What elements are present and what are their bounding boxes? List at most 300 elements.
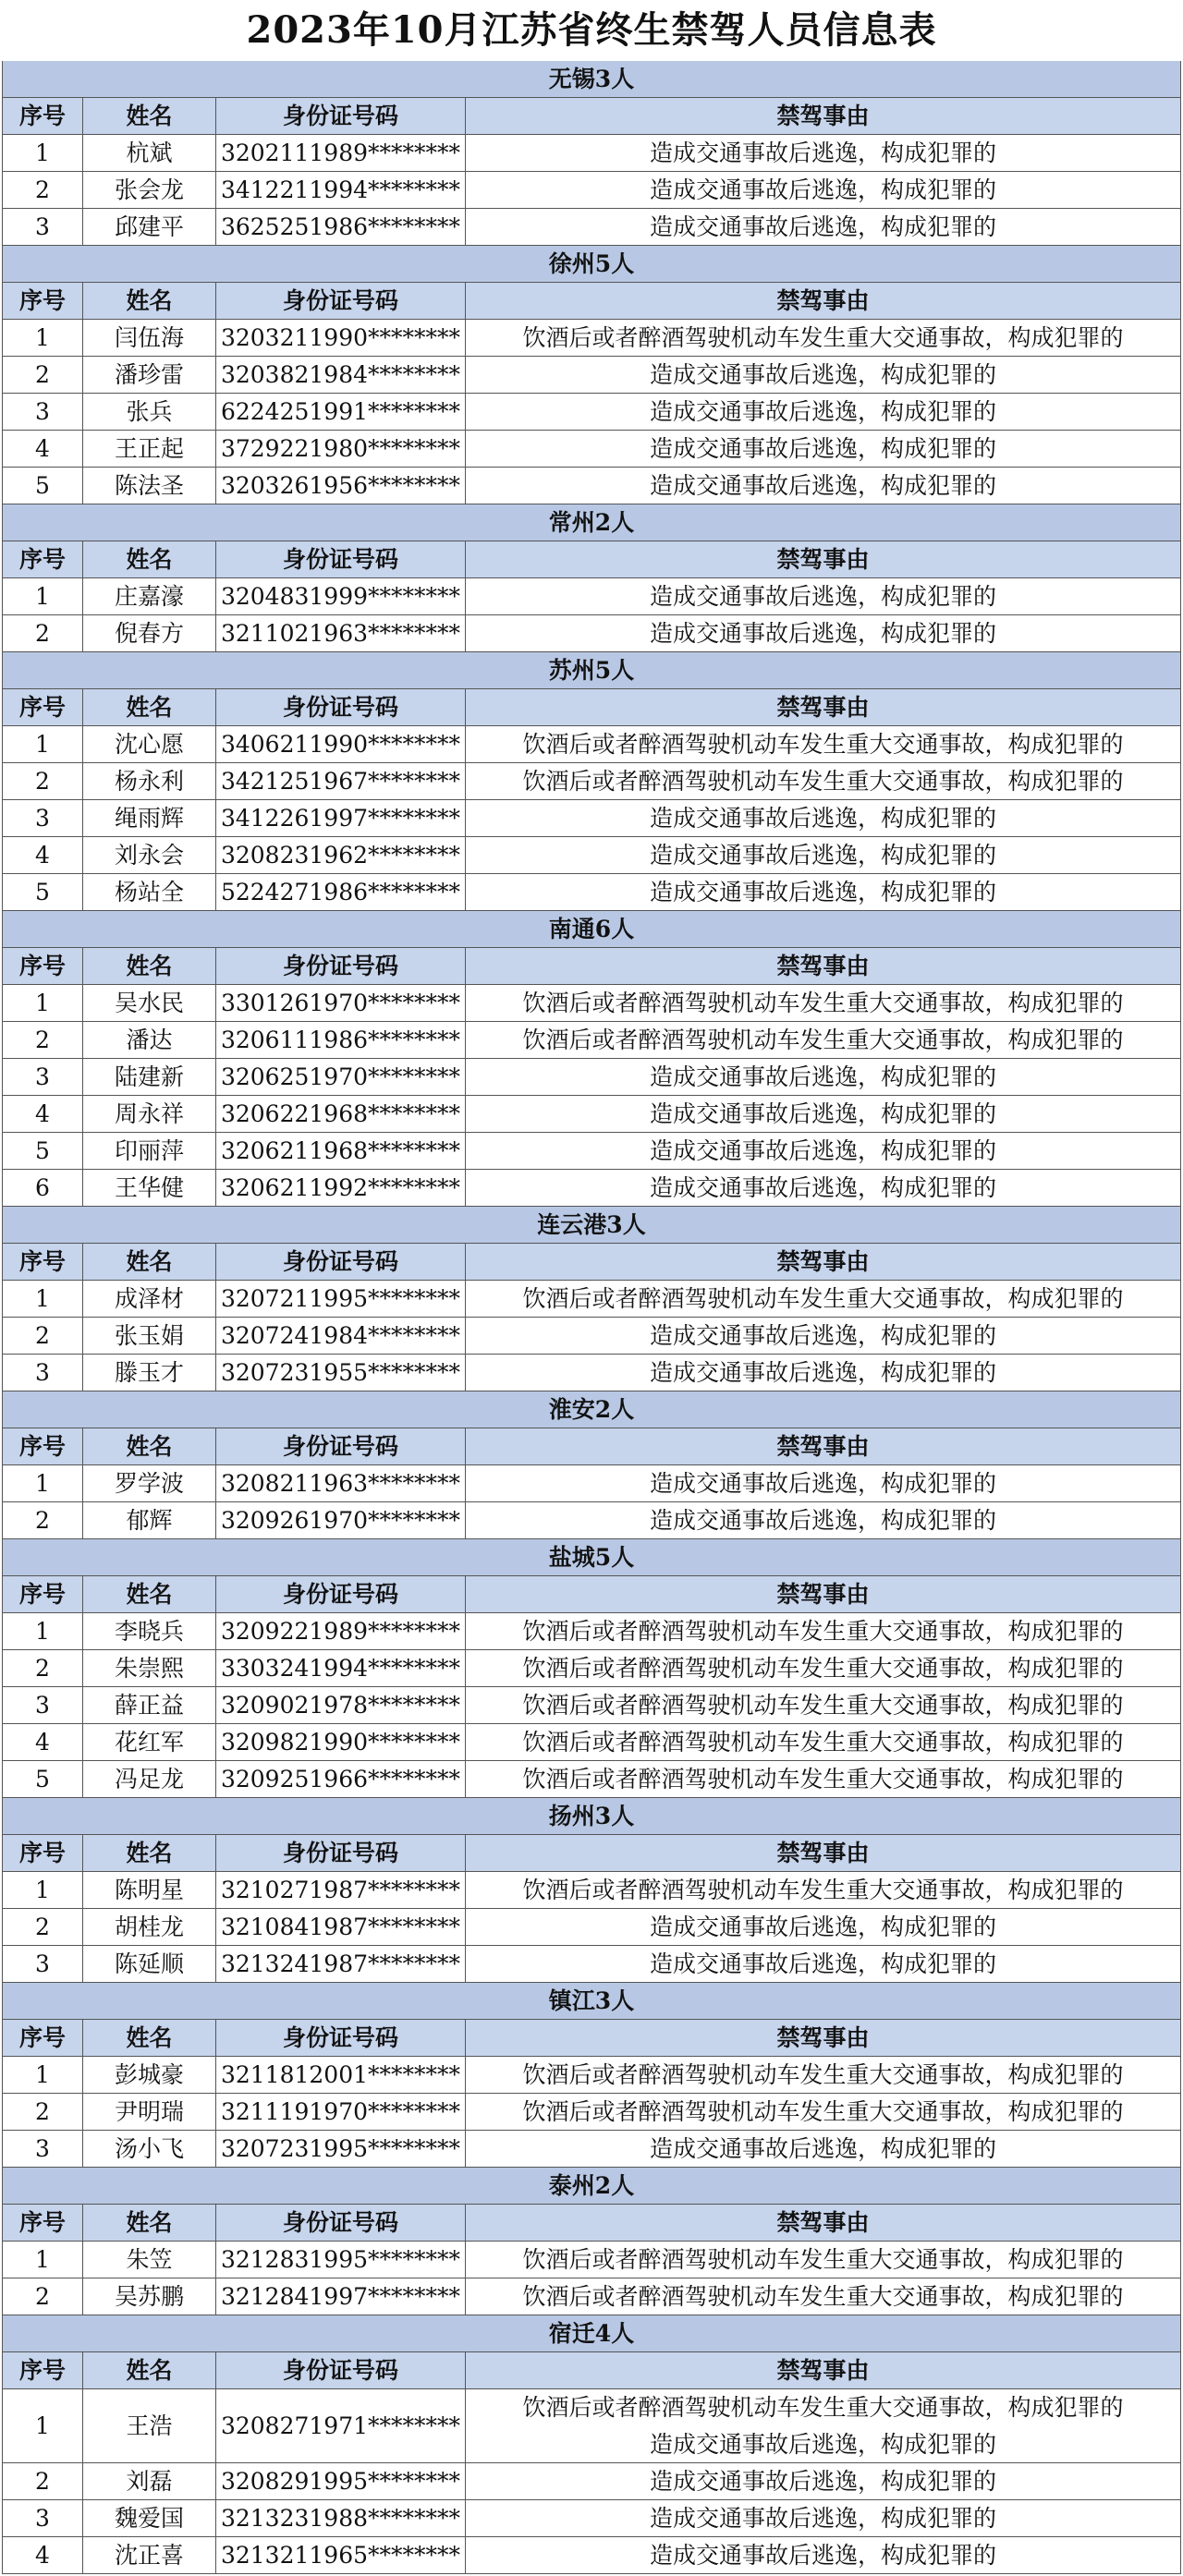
ban-reason xyxy=(466,1281,1181,1317)
person-name: 印丽萍 xyxy=(83,1133,216,1169)
column-header: 禁驾事由 xyxy=(466,541,1181,577)
ban-reason-line: 造成交通事故后逃逸，构成犯罪的 xyxy=(649,619,996,647)
ban-reason xyxy=(466,800,1181,836)
ban-reason-line: 饮酒后或者醉酒驾驶机动车发生重大交通事故，构成犯罪的 xyxy=(522,2060,1124,2088)
table-row xyxy=(2,726,1181,763)
row-number: 3 xyxy=(2,2500,83,2536)
column-header: 身份证号码 xyxy=(216,2020,466,2056)
person-name: 刘永会 xyxy=(83,837,216,873)
table-header-row xyxy=(2,2020,1181,2057)
ban-reason xyxy=(466,1687,1181,1723)
id-number: 3212831995******** xyxy=(216,2242,466,2278)
region-row xyxy=(2,504,1181,541)
person-name: 李晓兵 xyxy=(83,1613,216,1649)
person-name: 张兵 xyxy=(83,394,216,430)
person-name: 朱崇熙 xyxy=(83,1650,216,1686)
ban-reason xyxy=(466,1872,1181,1908)
column-header: 禁驾事由 xyxy=(466,283,1181,319)
id-number: 3208291995******** xyxy=(216,2463,466,2499)
id-number: 3206211992******** xyxy=(216,1170,466,1206)
table-row xyxy=(2,1133,1181,1170)
ban-reason-line: 造成交通事故后逃逸，构成犯罪的 xyxy=(649,360,996,388)
column-header: 姓名 xyxy=(83,2205,216,2241)
row-number: 1 xyxy=(2,320,83,356)
ban-reason xyxy=(466,726,1181,762)
row-number: 6 xyxy=(2,1170,83,1206)
person-name: 罗学波 xyxy=(83,1465,216,1501)
table-row xyxy=(2,394,1181,431)
person-name: 陈法圣 xyxy=(83,468,216,504)
column-header: 身份证号码 xyxy=(216,1835,466,1871)
ban-reason-line: 饮酒后或者醉酒驾驶机动车发生重大交通事故，构成犯罪的 xyxy=(522,767,1124,795)
table-row xyxy=(2,2131,1181,2168)
column-header: 序号 xyxy=(2,2352,83,2388)
ban-reason xyxy=(466,763,1181,799)
column-header: 禁驾事由 xyxy=(466,689,1181,725)
column-header: 姓名 xyxy=(83,948,216,984)
id-number: 3211812001******** xyxy=(216,2057,466,2093)
person-name: 汤小飞 xyxy=(83,2131,216,2167)
ban-reason xyxy=(466,874,1181,910)
person-name: 闫伍海 xyxy=(83,320,216,356)
column-header: 序号 xyxy=(2,1576,83,1612)
row-number: 2 xyxy=(2,1909,83,1945)
table-header-row xyxy=(2,948,1181,985)
table-row xyxy=(2,1059,1181,1096)
ban-reason xyxy=(466,320,1181,356)
id-number: 3209021978******** xyxy=(216,1687,466,1723)
id-number: 3211191970******** xyxy=(216,2094,466,2130)
region-label: 镇江3人 xyxy=(2,1983,1181,2019)
ban-reason-line: 造成交通事故后逃逸，构成犯罪的 xyxy=(649,1321,996,1349)
table-row xyxy=(2,2537,1181,2574)
table-row xyxy=(2,1502,1181,1539)
id-number: 3208231962******** xyxy=(216,837,466,873)
ban-reason-line: 造成交通事故后逃逸，构成犯罪的 xyxy=(649,804,996,832)
region-row xyxy=(2,61,1181,98)
region-label: 宿迁4人 xyxy=(2,2315,1181,2351)
id-number: 3206221968******** xyxy=(216,1096,466,1132)
column-header: 身份证号码 xyxy=(216,689,466,725)
table-row xyxy=(2,431,1181,468)
column-header: 禁驾事由 xyxy=(466,1244,1181,1280)
id-number: 6224251991******** xyxy=(216,394,466,430)
person-name: 潘珍雷 xyxy=(83,357,216,393)
region-label: 连云港3人 xyxy=(2,1207,1181,1243)
table-row xyxy=(2,1022,1181,1059)
column-header: 序号 xyxy=(2,1835,83,1871)
ban-reason-line: 造成交通事故后逃逸，构成犯罪的 xyxy=(649,1913,996,1940)
ban-reason xyxy=(466,1502,1181,1538)
column-header: 姓名 xyxy=(83,2352,216,2388)
column-header: 姓名 xyxy=(83,283,216,319)
column-header: 序号 xyxy=(2,98,83,134)
column-header: 禁驾事由 xyxy=(466,98,1181,134)
ban-reason-line: 造成交通事故后逃逸，构成犯罪的 xyxy=(649,2134,996,2162)
table-row xyxy=(2,2463,1181,2500)
row-number: 2 xyxy=(2,763,83,799)
id-number: 3209821990******** xyxy=(216,1724,466,1760)
person-name: 沈心愿 xyxy=(83,726,216,762)
table-row xyxy=(2,357,1181,394)
ban-reason-line: 造成交通事故后逃逸，构成犯罪的 xyxy=(649,2467,996,2495)
table-header-row xyxy=(2,1576,1181,1613)
person-name: 邱建平 xyxy=(83,209,216,245)
id-number: 3203211990******** xyxy=(216,320,466,356)
column-header: 身份证号码 xyxy=(216,1244,466,1280)
table-row xyxy=(2,1687,1181,1724)
ban-reason xyxy=(466,2131,1181,2167)
id-number: 5224271986******** xyxy=(216,874,466,910)
ban-reason xyxy=(466,1946,1181,1982)
region-row xyxy=(2,2168,1181,2205)
table-row xyxy=(2,2057,1181,2094)
person-name: 陈明星 xyxy=(83,1872,216,1908)
table-row xyxy=(2,1281,1181,1318)
row-number: 1 xyxy=(2,578,83,614)
table-row xyxy=(2,2500,1181,2537)
region-label: 苏州5人 xyxy=(2,652,1181,688)
ban-reason xyxy=(466,1355,1181,1391)
region-row xyxy=(2,1207,1181,1244)
row-number: 3 xyxy=(2,2131,83,2167)
row-number: 5 xyxy=(2,468,83,504)
id-number: 3208271971******** xyxy=(216,2389,466,2462)
ban-reason-line: 造成交通事故后逃逸，构成犯罪的 xyxy=(649,2541,996,2569)
ban-reason xyxy=(466,2094,1181,2130)
person-name: 刘磊 xyxy=(83,2463,216,2499)
id-number: 3204831999******** xyxy=(216,578,466,614)
person-name: 胡桂龙 xyxy=(83,1909,216,1945)
person-name: 魏爱国 xyxy=(83,2500,216,2536)
ban-reason-line: 造成交通事故后逃逸，构成犯罪的 xyxy=(649,176,996,203)
ban-reason xyxy=(466,2389,1181,2462)
column-header: 序号 xyxy=(2,1428,83,1464)
ban-reason-line: 造成交通事故后逃逸，构成犯罪的 xyxy=(649,471,996,499)
column-header: 禁驾事由 xyxy=(466,1835,1181,1871)
ban-reason-line: 饮酒后或者醉酒驾驶机动车发生重大交通事故，构成犯罪的 xyxy=(522,2282,1124,2310)
row-number: 4 xyxy=(2,2537,83,2573)
column-header: 序号 xyxy=(2,283,83,319)
table-row xyxy=(2,1650,1181,1687)
column-header: 姓名 xyxy=(83,2020,216,2056)
id-number: 3301261970******** xyxy=(216,985,466,1021)
person-name: 张会龙 xyxy=(83,172,216,208)
column-header: 禁驾事由 xyxy=(466,2205,1181,2241)
table-header-row xyxy=(2,2205,1181,2242)
row-number: 2 xyxy=(2,357,83,393)
ban-reason xyxy=(466,615,1181,651)
id-number: 3213211965******** xyxy=(216,2537,466,2573)
table-row xyxy=(2,2389,1181,2463)
table-row xyxy=(2,172,1181,209)
row-number: 2 xyxy=(2,1650,83,1686)
column-header: 身份证号码 xyxy=(216,2352,466,2388)
column-header: 身份证号码 xyxy=(216,541,466,577)
row-number: 1 xyxy=(2,985,83,1021)
ban-reason-line: 造成交通事故后逃逸，构成犯罪的 xyxy=(649,878,996,905)
person-name: 杨站全 xyxy=(83,874,216,910)
column-header: 姓名 xyxy=(83,1576,216,1612)
ban-reason xyxy=(466,2057,1181,2093)
id-number: 3206111986******** xyxy=(216,1022,466,1058)
ban-reason-line: 造成交通事故后逃逸，构成犯罪的 xyxy=(649,213,996,240)
region-label: 常州2人 xyxy=(2,504,1181,541)
row-number: 1 xyxy=(2,726,83,762)
table-header-row xyxy=(2,283,1181,320)
ban-reason-line: 饮酒后或者醉酒驾驶机动车发生重大交通事故，构成犯罪的 xyxy=(522,1654,1124,1682)
id-number: 3212841997******** xyxy=(216,2278,466,2315)
row-number: 4 xyxy=(2,431,83,467)
region-row xyxy=(2,246,1181,283)
table-header-row xyxy=(2,689,1181,726)
ban-reason-line: 饮酒后或者醉酒驾驶机动车发生重大交通事故，构成犯罪的 xyxy=(522,1691,1124,1719)
ban-reason-line: 造成交通事故后逃逸，构成犯罪的 xyxy=(649,1063,996,1090)
table-row xyxy=(2,1613,1181,1650)
row-number: 5 xyxy=(2,874,83,910)
row-number: 1 xyxy=(2,2389,83,2462)
column-header: 禁驾事由 xyxy=(466,1576,1181,1612)
column-header: 姓名 xyxy=(83,541,216,577)
ban-reason xyxy=(466,1465,1181,1501)
ban-reason-line: 造成交通事故后逃逸，构成犯罪的 xyxy=(649,1506,996,1534)
column-header: 姓名 xyxy=(83,1428,216,1464)
id-number: 3209221989******** xyxy=(216,1613,466,1649)
region-label: 南通6人 xyxy=(2,911,1181,947)
id-number: 3209261970******** xyxy=(216,1502,466,1538)
row-number: 2 xyxy=(2,615,83,651)
person-name: 彭城豪 xyxy=(83,2057,216,2093)
ban-reason xyxy=(466,1909,1181,1945)
id-number: 3202111989******** xyxy=(216,135,466,171)
ban-reason-line: 饮酒后或者醉酒驾驶机动车发生重大交通事故，构成犯罪的 xyxy=(522,323,1124,351)
ban-reason xyxy=(466,2278,1181,2315)
ban-reason xyxy=(466,2463,1181,2499)
column-header: 序号 xyxy=(2,2205,83,2241)
person-name: 吴苏鹏 xyxy=(83,2278,216,2315)
ban-reason xyxy=(466,135,1181,171)
ban-reason-line: 造成交通事故后逃逸，构成犯罪的 xyxy=(649,582,996,610)
person-name: 朱笠 xyxy=(83,2242,216,2278)
ban-reason-line: 造成交通事故后逃逸，构成犯罪的 xyxy=(649,1358,996,1386)
ban-reason xyxy=(466,431,1181,467)
ban-reason-line: 饮酒后或者醉酒驾驶机动车发生重大交通事故，构成犯罪的 xyxy=(522,2097,1124,2125)
id-number: 3421251967******** xyxy=(216,763,466,799)
ban-reason-line: 造成交通事故后逃逸，构成犯罪的 xyxy=(649,2504,996,2532)
ban-reason xyxy=(466,1022,1181,1058)
person-name: 庄嘉濠 xyxy=(83,578,216,614)
person-name: 王正起 xyxy=(83,431,216,467)
row-number: 1 xyxy=(2,1281,83,1317)
row-number: 5 xyxy=(2,1133,83,1169)
ban-reason xyxy=(466,2500,1181,2536)
ban-reason xyxy=(466,837,1181,873)
table-row xyxy=(2,1318,1181,1355)
ban-reason xyxy=(466,468,1181,504)
table-row xyxy=(2,1872,1181,1909)
person-name: 成泽材 xyxy=(83,1281,216,1317)
ban-reason-line: 造成交通事故后逃逸，构成犯罪的 xyxy=(649,1136,996,1164)
driver-ban-table xyxy=(2,61,1181,2574)
ban-reason xyxy=(466,1133,1181,1169)
row-number: 2 xyxy=(2,1022,83,1058)
person-name: 杭斌 xyxy=(83,135,216,171)
table-row xyxy=(2,800,1181,837)
row-number: 3 xyxy=(2,394,83,430)
column-header: 序号 xyxy=(2,689,83,725)
region-row xyxy=(2,911,1181,948)
column-header: 身份证号码 xyxy=(216,1576,466,1612)
region-label: 淮安2人 xyxy=(2,1391,1181,1428)
table-header-row xyxy=(2,98,1181,135)
person-name: 王华健 xyxy=(83,1170,216,1206)
row-number: 1 xyxy=(2,135,83,171)
ban-reason xyxy=(466,172,1181,208)
ban-reason-line: 饮酒后或者醉酒驾驶机动车发生重大交通事故，构成犯罪的 xyxy=(522,1728,1124,1756)
column-header: 身份证号码 xyxy=(216,1428,466,1464)
id-number: 3207231955******** xyxy=(216,1355,466,1391)
table-row xyxy=(2,2242,1181,2278)
ban-reason xyxy=(466,2537,1181,2573)
row-number: 4 xyxy=(2,837,83,873)
ban-reason xyxy=(466,2242,1181,2278)
column-header: 身份证号码 xyxy=(216,283,466,319)
person-name: 陆建新 xyxy=(83,1059,216,1095)
region-label: 徐州5人 xyxy=(2,246,1181,282)
person-name: 尹明瑞 xyxy=(83,2094,216,2130)
row-number: 1 xyxy=(2,1872,83,1908)
table-row xyxy=(2,1465,1181,1502)
column-header: 姓名 xyxy=(83,98,216,134)
table-row xyxy=(2,874,1181,911)
person-name: 周永祥 xyxy=(83,1096,216,1132)
table-row xyxy=(2,763,1181,800)
table-row xyxy=(2,320,1181,357)
table-row xyxy=(2,2278,1181,2315)
ban-reason xyxy=(466,1096,1181,1132)
region-row xyxy=(2,1983,1181,2020)
row-number: 2 xyxy=(2,1318,83,1354)
column-header: 禁驾事由 xyxy=(466,2352,1181,2388)
table-row xyxy=(2,837,1181,874)
table-row xyxy=(2,1909,1181,1946)
region-row xyxy=(2,1539,1181,1576)
region-row xyxy=(2,1391,1181,1428)
column-header: 序号 xyxy=(2,2020,83,2056)
ban-reason-line: 饮酒后或者醉酒驾驶机动车发生重大交通事故，构成犯罪的 xyxy=(522,1876,1124,1903)
ban-reason xyxy=(466,1761,1181,1797)
person-name: 绳雨辉 xyxy=(83,800,216,836)
ban-reason xyxy=(466,1318,1181,1354)
column-header: 禁驾事由 xyxy=(466,2020,1181,2056)
ban-reason xyxy=(466,1650,1181,1686)
column-header: 禁驾事由 xyxy=(466,948,1181,984)
region-row xyxy=(2,1798,1181,1835)
region-label: 扬州3人 xyxy=(2,1798,1181,1834)
ban-reason xyxy=(466,1059,1181,1095)
region-row xyxy=(2,2315,1181,2352)
table-header-row xyxy=(2,1244,1181,1281)
ban-reason xyxy=(466,357,1181,393)
person-name: 滕玉才 xyxy=(83,1355,216,1391)
row-number: 5 xyxy=(2,1761,83,1797)
id-number: 3406211990******** xyxy=(216,726,466,762)
person-name: 吴水民 xyxy=(83,985,216,1021)
table-row xyxy=(2,2094,1181,2131)
table-row xyxy=(2,578,1181,615)
id-number: 3207241984******** xyxy=(216,1318,466,1354)
ban-reason-line: 造成交通事故后逃逸，构成犯罪的 xyxy=(649,1173,996,1201)
table-header-row xyxy=(2,1835,1181,1872)
row-number: 3 xyxy=(2,800,83,836)
row-number: 4 xyxy=(2,1096,83,1132)
region-row xyxy=(2,652,1181,689)
ban-reason-line: 饮酒后或者醉酒驾驶机动车发生重大交通事故，构成犯罪的 xyxy=(522,1284,1124,1312)
row-number: 3 xyxy=(2,1355,83,1391)
column-header: 序号 xyxy=(2,541,83,577)
id-number: 3207211995******** xyxy=(216,1281,466,1317)
person-name: 薛正益 xyxy=(83,1687,216,1723)
id-number: 3210841987******** xyxy=(216,1909,466,1945)
ban-reason-line: 饮酒后或者醉酒驾驶机动车发生重大交通事故，构成犯罪的 xyxy=(522,1617,1124,1645)
ban-reason xyxy=(466,1613,1181,1649)
region-label: 无锡3人 xyxy=(2,61,1181,97)
table-row xyxy=(2,468,1181,504)
row-number: 2 xyxy=(2,172,83,208)
ban-reason-line: 饮酒后或者醉酒驾驶机动车发生重大交通事故，构成犯罪的 xyxy=(522,989,1124,1016)
id-number: 3203821984******** xyxy=(216,357,466,393)
ban-reason-line: 饮酒后或者醉酒驾驶机动车发生重大交通事故，构成犯罪的 xyxy=(522,1765,1124,1792)
table-row xyxy=(2,1170,1181,1207)
row-number: 1 xyxy=(2,1613,83,1649)
id-number: 3208211963******** xyxy=(216,1465,466,1501)
row-number: 3 xyxy=(2,1059,83,1095)
row-number: 3 xyxy=(2,209,83,245)
ban-reason xyxy=(466,578,1181,614)
region-label: 泰州2人 xyxy=(2,2168,1181,2204)
person-name: 倪春方 xyxy=(83,615,216,651)
region-label: 盐城5人 xyxy=(2,1539,1181,1575)
ban-reason-line: 饮酒后或者醉酒驾驶机动车发生重大交通事故，构成犯罪的 xyxy=(522,2245,1124,2273)
row-number: 2 xyxy=(2,2278,83,2315)
ban-reason-line: 造成交通事故后逃逸，构成犯罪的 xyxy=(649,2430,996,2458)
ban-reason xyxy=(466,985,1181,1021)
person-name: 王浩 xyxy=(83,2389,216,2462)
id-number: 3203261956******** xyxy=(216,468,466,504)
ban-reason-line: 饮酒后或者醉酒驾驶机动车发生重大交通事故，构成犯罪的 xyxy=(522,2393,1124,2421)
ban-reason xyxy=(466,1724,1181,1760)
person-name: 冯足龙 xyxy=(83,1761,216,1797)
person-name: 杨永利 xyxy=(83,763,216,799)
id-number: 3625251986******** xyxy=(216,209,466,245)
column-header: 禁驾事由 xyxy=(466,1428,1181,1464)
id-number: 3206251970******** xyxy=(216,1059,466,1095)
ban-reason xyxy=(466,394,1181,430)
id-number: 3206211968******** xyxy=(216,1133,466,1169)
id-number: 3209251966******** xyxy=(216,1761,466,1797)
id-number: 3207231995******** xyxy=(216,2131,466,2167)
row-number: 2 xyxy=(2,1502,83,1538)
person-name: 沈正喜 xyxy=(83,2537,216,2573)
table-row xyxy=(2,985,1181,1022)
page-title: 2023年10月江苏省终生禁驾人员信息表 xyxy=(246,8,937,52)
person-name: 陈延顺 xyxy=(83,1946,216,1982)
column-header: 姓名 xyxy=(83,689,216,725)
ban-reason-line: 造成交通事故后逃逸，构成犯罪的 xyxy=(649,1950,996,1977)
id-number: 3213241987******** xyxy=(216,1946,466,1982)
row-number: 1 xyxy=(2,1465,83,1501)
table-header-row xyxy=(2,1428,1181,1465)
